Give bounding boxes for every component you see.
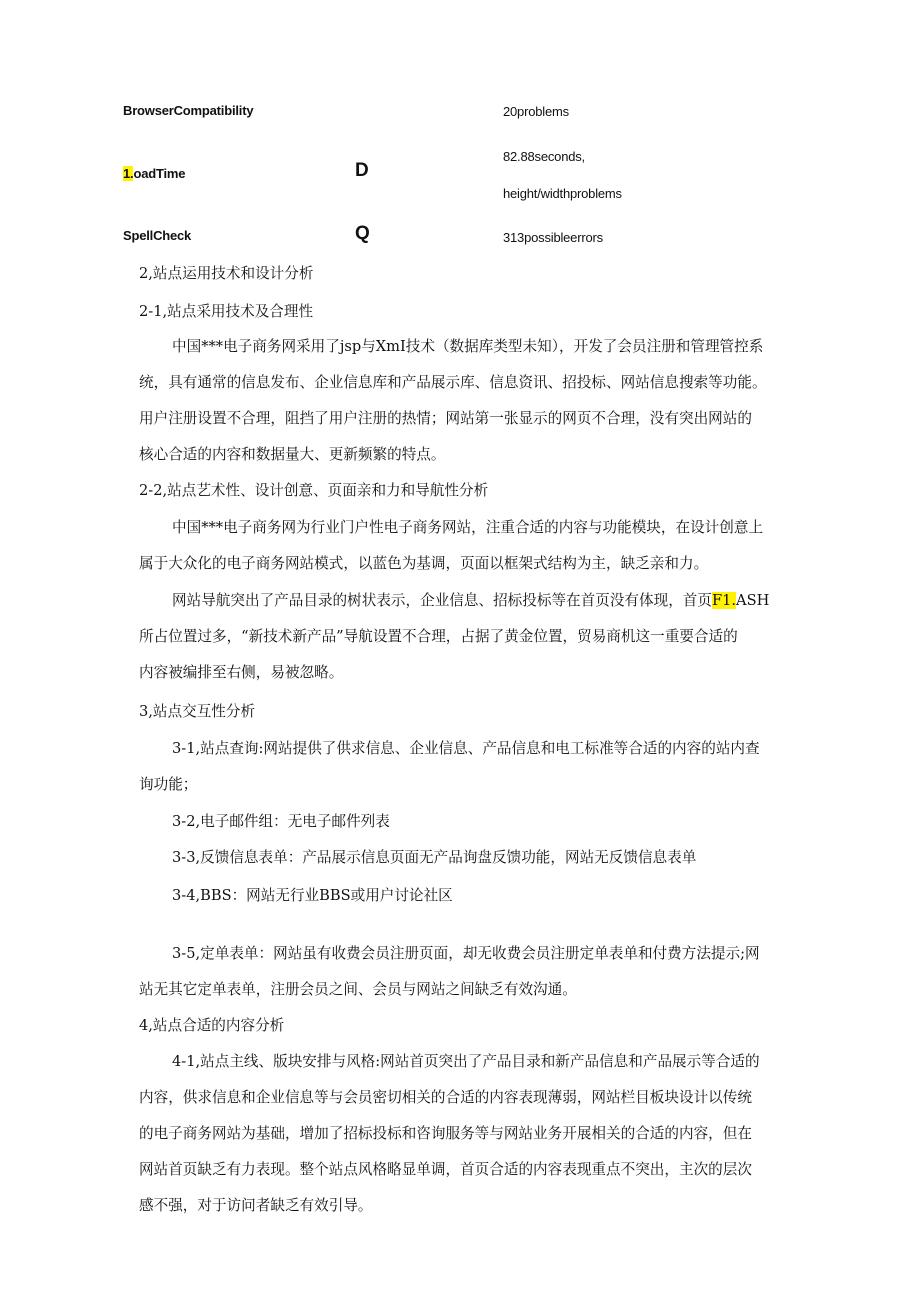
text-line: 中国***电子商务网采用了jsp与XmI技术（数据库类型未知），开发了会员注册和管理管控系 [172, 338, 764, 355]
paragraph-3-3: 3-3,反馈信息表单：产品展示信息页面无产品询盘反馈功能，网站无反馈信息表单 [172, 849, 697, 866]
metric-value-browser-compatibility: 20problems [503, 104, 569, 119]
text-line: 4-1,站点主线、版块安排与风格:网站首页突出了产品目录和新产品信息和产品展示等合适的 [172, 1053, 760, 1070]
paragraph-3-2: 3-2,电子邮件组：无电子邮件列表 [172, 813, 390, 830]
text-line: 属于大众化的电子商务网站模式，以蓝色为基调，页面以框架式结构为主，缺乏亲和力。 [139, 555, 709, 572]
section-heading-2: 2,站点运用技术和设计分析 [139, 265, 314, 282]
text-line: 的电子商务网站为基础，增加了招标投标和咨询服务等与网站业务开展相关的合适的内容，但在 [139, 1125, 752, 1142]
text-line: 统，具有通常的信息发布、企业信息库和产品展示库、信息资讯、招投标、网站信息搜索等功能。 [139, 374, 767, 391]
metric-label-text: oadTime [133, 166, 186, 181]
paragraph-2-1 [139, 329, 799, 473]
text-line: 核心合适的内容和数据量大、更新频繁的特点。 [139, 446, 446, 463]
highlight-mark: 1. [123, 166, 134, 181]
text-line: 所占位置过多，“新技术新产品”导航设置不合理，占据了黄金位置，贸易商机这一重要合适的 [139, 628, 738, 645]
metric-value-load-time-2: height/widthproblems [503, 186, 622, 201]
text-line: 用户注册设置不合理，阻挡了用户注册的热情；网站第一张显示的网页不合理，没有突出网站的 [139, 410, 752, 427]
text-line: 网站首页缺乏有力表现。整个站点风格略显单调，首页合适的内容表现重点不突出，主次的层次 [139, 1161, 752, 1178]
section-heading-3: 3,站点交互性分析 [139, 703, 256, 720]
metric-grade-load-time: D [355, 160, 369, 181]
text-line: 3-5,定单表单：网站虽有收费会员注册页面，却无收费会员注册定单表单和付费方法提示;网 [172, 945, 760, 962]
paragraph-3-5 [139, 936, 799, 1008]
text-line: 感不强，对于访问者缺乏有效引导。 [139, 1197, 373, 1214]
text-line: 3-1,站点查询:网站提供了供求信息、企业信息、产品信息和电工标准等合适的内容的站内查 [172, 740, 760, 757]
text-line: 中国***电子商务网为行业门户性电子商务网站，注重合适的内容与功能模块，在设计创意上 [172, 519, 764, 536]
metric-label-spell-check: SpellCheck [123, 228, 192, 243]
paragraph-2-2b [139, 583, 799, 691]
metric-label-browser-compatibility: BrowserCompatibility [123, 103, 254, 118]
paragraph-2-2a [139, 510, 799, 582]
section-heading-2-2: 2-2,站点艺术性、设计创意、页面亲和力和导航性分析 [139, 482, 489, 499]
section-heading-2-1: 2-1,站点采用技术及合理性 [139, 303, 314, 320]
text-run: ASH [736, 592, 770, 609]
paragraph-3-1 [139, 731, 799, 803]
metric-value-spell-check: 313possibleerrors [503, 230, 603, 245]
paragraph-4-1 [139, 1044, 799, 1224]
metric-value-load-time: 82.88seconds, [503, 149, 585, 164]
text-run: 网站导航突出了产品目录的树状表示，企业信息、招标投标等在首页没有体现，首页 [172, 592, 712, 609]
paragraph-3-4: 3-4,BBS：网站无行业BBS或用户讨论社区 [172, 887, 453, 904]
text-line: 内容，供求信息和企业信息等与会员密切相关的合适的内容表现薄弱，网站栏目板块设计以传统 [139, 1089, 752, 1106]
metric-grade-spell-check: Q [355, 223, 370, 244]
text-line [139, 583, 799, 619]
text-line: 询功能； [139, 776, 198, 793]
text-line: 内容被编排至右侧，易被忽略。 [139, 664, 344, 681]
highlight-mark: F1. [711, 592, 737, 609]
text-line: 站无其它定单表单，注册会员之间、会员与网站之间缺乏有效沟通。 [139, 981, 577, 998]
section-heading-4: 4,站点合适的内容分析 [139, 1017, 285, 1034]
metric-label-load-time [123, 166, 185, 181]
